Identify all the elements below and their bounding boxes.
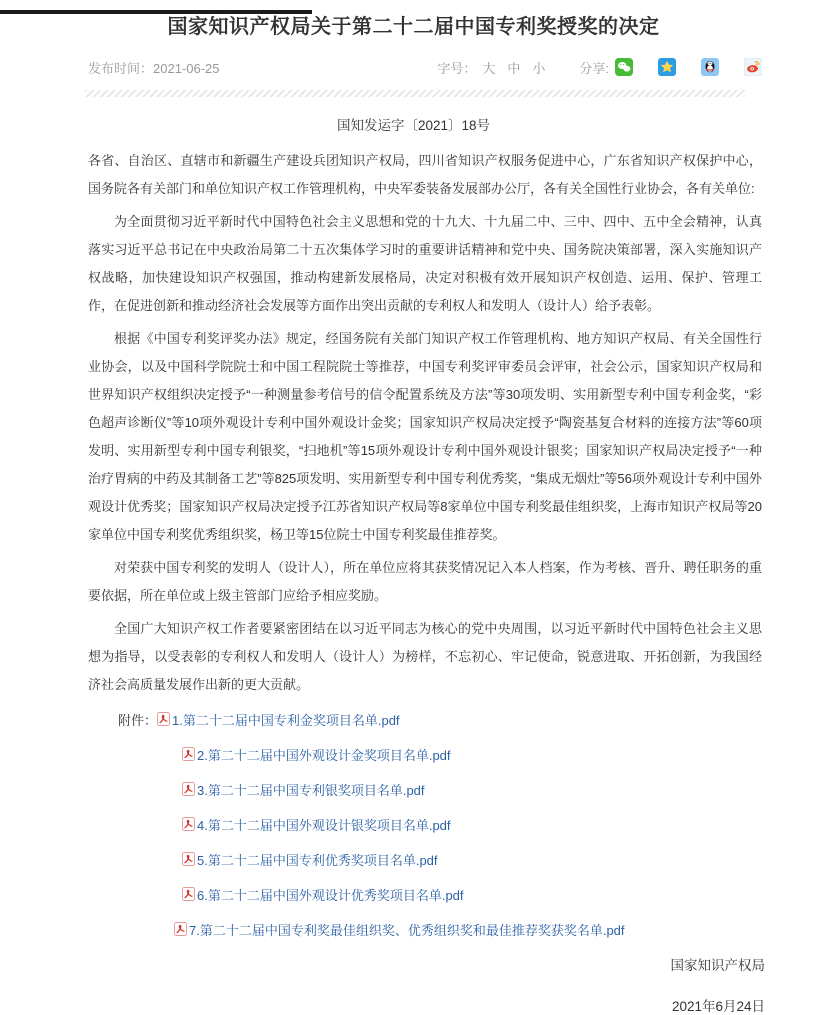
font-size-label: 字号： — [437, 60, 477, 76]
signature-org: 国家知识产权局 — [670, 958, 765, 973]
attachment-link-3[interactable]: 3.第二十二届中国专利银奖项目名单.pdf — [197, 782, 425, 798]
attachment-link-2[interactable]: 2.第二十二届中国外观设计金奖项目名单.pdf — [197, 747, 451, 763]
article-body — [88, 147, 762, 699]
pdf-icon — [182, 887, 195, 901]
meta-row — [88, 56, 762, 78]
body-paragraph-1: 为全面贯彻习近平新时代中国特色社会主义思想和党的十九大、十九届二中、三中、四中、五中全会精神，认真落实习近平总书记在中央政治局第二十五次集体学习时的重要讲话精神和党中央、国务院决策部署，深入实施知识产权战略，加快建设知识产权强国，推动构建新发展格局，决定对积极有效开展知识产权创造、运用、保护、管理工作，在促进创新和推动经济社会发展等方面作出突出贡献的专利权人和发明人（设计人）给予表彰。 — [88, 214, 762, 313]
signature-block — [0, 954, 765, 1015]
attachments-section — [118, 709, 762, 939]
body-paragraph-addressees: 各省、自治区、直辖市和新疆生产建设兵团知识产权局，四川省知识产权服务促进中心，广东省知识产权保护中心，国务院各有关部门和单位知识产权工作管理机构，中央军委装备发展部办公厅，各有关全国性行业协会，各有关单位: — [88, 153, 762, 196]
attachment-row — [118, 709, 762, 729]
body-paragraph-3: 对荣获中国专利奖的发明人（设计人），所在单位应将其获奖情况记入本人档案，作为考核、晋升、聘任职务的重要依据，所在单位或上级主管部门应给予相应奖励。 — [88, 560, 762, 603]
publish-time — [88, 58, 220, 77]
pdf-icon — [182, 782, 195, 796]
share-icons — [615, 58, 762, 76]
font-size-medium-button[interactable]: 中 — [507, 60, 521, 76]
attachment-link-5[interactable]: 5.第二十二届中国专利优秀奖项目名单.pdf — [197, 852, 438, 868]
top-edge-bar — [0, 10, 312, 14]
attachment-row — [174, 919, 762, 939]
hatched-divider — [85, 90, 745, 97]
attachment-row — [182, 779, 762, 799]
pdf-icon — [182, 747, 195, 761]
body-paragraph-2: 根据《中国专利奖评奖办法》规定，经国务院有关部门知识产权工作管理机构、地方知识产权局、有关全国性行业协会，以及中国科学院院士和中国工程院院士等推荐，中国专利奖评审委员会评审，社会公示，国家知识产权局和世界知识产权组织决定授予“一种测量参考信号的信令配置系统及方法”等30项发明、实用新型专利中国专利金奖，“彩色超声诊断仪”等10项外观设计专利中国外观设计金奖；国家知识产权局决定授予“陶瓷基复合材料的连接方法”等60项发明、实用新型专利中国专利银奖，“扫地机”等15项外观设计专利中国外观设计银奖；国家知识产权局决定授予“一种治疗胃病的中药及其制备工艺”等825项发明、实用新型专利中国专利优秀奖，“集成无烟灶”等56项外观设计专利中国外观设计优秀奖；国家知识产权局决定授予江苏省知识产权局等8家单位中国专利奖最佳组织奖，上海市知识产权局等20家单位中国专利奖优秀组织奖，杨卫等15位院士中国专利奖最佳推荐奖。 — [88, 331, 762, 542]
font-size-small-button[interactable]: 小 — [532, 60, 546, 76]
weibo-share-icon[interactable] — [744, 58, 762, 76]
attachment-row — [182, 849, 762, 869]
qq-share-icon[interactable] — [701, 58, 719, 76]
pdf-icon — [182, 817, 195, 831]
attachment-row — [182, 744, 762, 764]
attachments-label: 附件： — [118, 712, 158, 728]
attachment-link-7[interactable]: 7.第二十二届中国专利奖最佳组织奖、优秀组织奖和最佳推荐奖获奖名单.pdf — [189, 922, 625, 938]
publish-time-value: 2021-06-25 — [153, 60, 220, 76]
pdf-icon — [182, 852, 195, 866]
attachment-link-1[interactable]: 1.第二十二届中国专利金奖项目名单.pdf — [172, 712, 400, 728]
share-label: 分享: — [579, 60, 609, 76]
attachment-row — [182, 814, 762, 834]
page-title: 国家知识产权局关于第二十二届中国专利奖授奖的决定 — [167, 16, 660, 38]
publish-time-label: 发布时间： — [88, 60, 154, 76]
pdf-icon — [157, 712, 170, 726]
attachment-link-4[interactable]: 4.第二十二届中国外观设计银奖项目名单.pdf — [197, 817, 451, 833]
attachment-row — [182, 884, 762, 904]
body-paragraph-4: 全国广大知识产权工作者要紧密团结在以习近平同志为核心的党中央周围，以习近平新时代中国特色社会主义思想为指导，以受表彰的专利权人和发明人（设计人）为榜样，不忘初心、牢记使命，锐意进取、开拓创新，为我国经济社会高质量发展作出新的更大贡献。 — [88, 621, 762, 692]
pdf-icon — [174, 922, 187, 936]
wechat-share-icon[interactable] — [615, 58, 633, 76]
attachment-link-6[interactable]: 6.第二十二届中国外观设计优秀奖项目名单.pdf — [197, 887, 464, 903]
signature-date: 2021年6月24日 — [671, 999, 765, 1014]
font-size-large-button[interactable]: 大 — [482, 60, 496, 76]
document-number: 国知发运字〔2021〕18号 — [336, 118, 491, 133]
qzone-share-icon[interactable] — [658, 58, 676, 76]
